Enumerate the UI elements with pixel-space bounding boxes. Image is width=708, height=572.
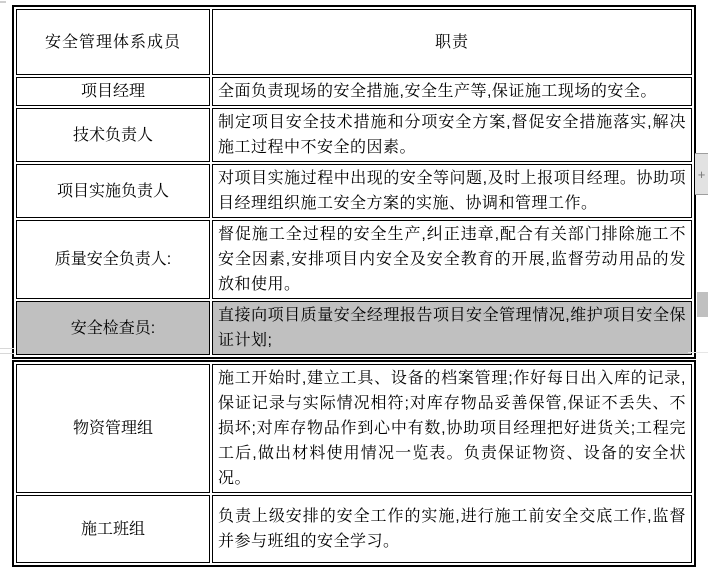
member-header-cell[interactable]: 安全管理体系成员: [16, 9, 210, 75]
row-selection-mark: [697, 292, 708, 317]
duty-cell[interactable]: 施工开始时,建立工具、设备的档案管理;作好每日出入库的记录,保证记录与实际情况相符;对库存物品妥善保管,保证不丢失、不损坏;对库存物品作到心中有数,协助项目经理把好进货关;工程完工后,做出材料使用情况一览表。负责保证物资、设备的安全状况。: [212, 364, 692, 493]
table-row: [16, 164, 692, 218]
page-edge-artifact: [0, 1, 6, 3]
member-cell[interactable]: 安全检查员:: [16, 301, 210, 355]
duty-cell[interactable]: 督促施工全过程的安全生产,纠正违章,配合有关部门排除施工不安全因素,安排项目内安全及安全教育的开展,监督劳动用品的发放和使用。: [212, 220, 692, 299]
member-cell[interactable]: 项目经理: [16, 77, 210, 106]
table-row: [16, 495, 692, 563]
table-row-selected: [16, 301, 692, 355]
duty-cell[interactable]: 对项目实施过程中出现的安全等问题,及时上报项目经理。协助项目经理组织施工安全方案的实施、协调和管理工作。: [212, 164, 692, 218]
table-row: [16, 364, 692, 493]
table-boundary-line: [0, 353, 14, 354]
table-row: [16, 108, 692, 162]
table-row: [16, 220, 692, 299]
member-cell[interactable]: 技术负责人: [16, 108, 210, 162]
scrollbar-plus-button[interactable]: [695, 153, 708, 195]
table-row: [16, 77, 692, 106]
safety-roles-table: [12, 5, 696, 359]
duty-cell[interactable]: 制定项目安全技术措施和分项安全方案,督促安全措施落实,解决施工过程中不安全的因素。: [212, 108, 692, 162]
table-header-row: [16, 9, 692, 75]
logistics-roles-table: [12, 360, 696, 567]
duty-header-cell[interactable]: 职责: [212, 9, 692, 75]
table-boundary-line: [688, 352, 708, 353]
duty-cell[interactable]: 负责上级安排的安全工作的实施,进行施工前安全交底工作,监督并参与班组的安全学习。: [212, 495, 692, 563]
plus-icon: +: [697, 166, 706, 182]
member-cell[interactable]: 项目实施负责人: [16, 164, 210, 218]
duty-cell[interactable]: 直接向项目质量安全经理报告项目安全管理情况,维护项目安全保证计划;: [212, 301, 692, 355]
duty-cell[interactable]: 全面负责现场的安全措施,安全生产等,保证施工现场的安全。: [212, 77, 692, 106]
member-cell[interactable]: 物资管理组: [16, 364, 210, 493]
table-boundary-line: [0, 348, 14, 349]
member-cell[interactable]: 施工班组: [16, 495, 210, 563]
member-cell[interactable]: 质量安全负责人:: [16, 220, 210, 299]
